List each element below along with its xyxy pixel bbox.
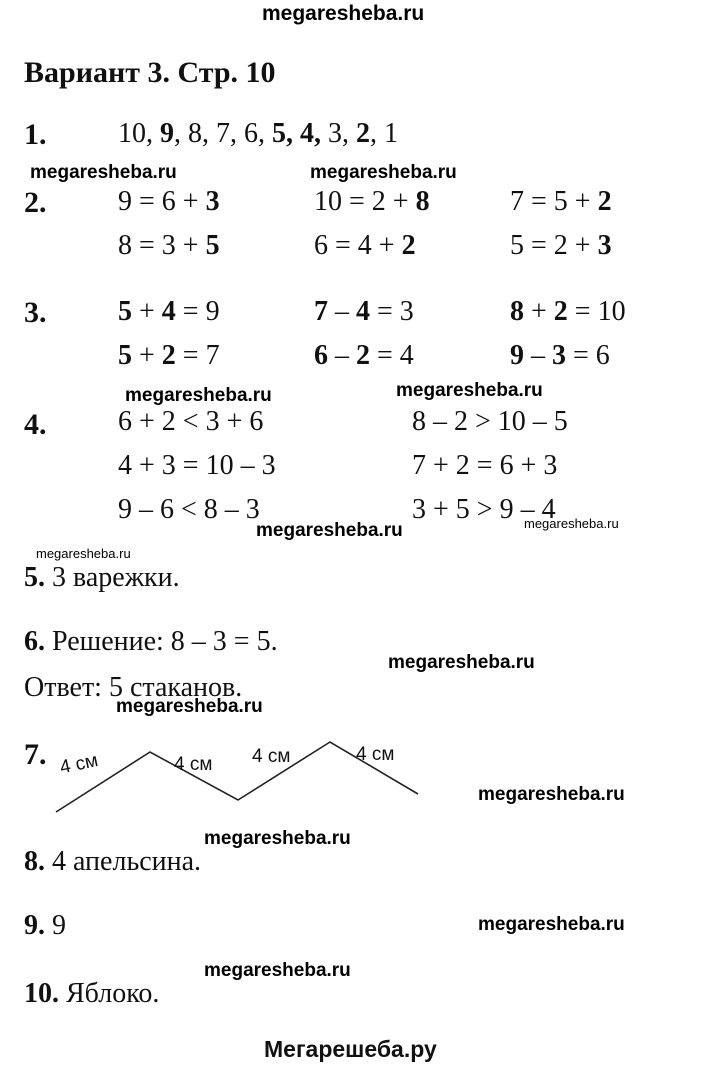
watermark-top: megaresheba.ru xyxy=(262,2,425,25)
sequence-item: 8 xyxy=(188,118,202,149)
expr-left: 3 + 5 xyxy=(412,494,477,525)
eq-operator: + xyxy=(524,296,554,327)
watermark: megaresheba.ru xyxy=(204,828,351,849)
watermark: megaresheba.ru xyxy=(478,784,625,805)
expr-right: 3 + 6 xyxy=(198,406,264,437)
eq-operand: 8 xyxy=(510,296,524,327)
sequence-item: 4, xyxy=(300,118,321,149)
eq-answer: 3 xyxy=(597,230,612,261)
expr-left: 4 + 3 xyxy=(118,450,183,481)
eq-result: = 7 xyxy=(175,340,220,371)
task-4-number: 4. xyxy=(24,408,47,441)
segment-label-1: 4 см xyxy=(58,750,100,779)
eq-result: = 3 xyxy=(370,296,414,327)
watermark: megaresheba.ru xyxy=(256,520,403,541)
eq-operand: 4 xyxy=(356,296,370,327)
footer-brand: Мегарешеба.ру xyxy=(264,1036,437,1062)
sequence-item: , xyxy=(146,118,160,149)
watermark: megaresheba.ru xyxy=(125,385,272,406)
expr-right: 10 – 3 xyxy=(198,450,276,481)
eq-result: = 4 xyxy=(370,340,414,371)
task-8-number: 8. xyxy=(24,846,45,877)
sequence-item: 7 xyxy=(216,118,230,149)
task-5-answer: 3 варежки. xyxy=(45,562,180,593)
eq-result: = 9 xyxy=(175,296,220,327)
watermark: megaresheba.ru xyxy=(204,960,351,981)
expr-right: 10 – 5 xyxy=(490,406,568,437)
segment-label-4: 4 см xyxy=(356,744,395,765)
task-10-number: 10. xyxy=(24,978,59,1009)
sequence-item: , xyxy=(230,118,244,149)
task-10-answer: Яблоко. xyxy=(59,978,160,1009)
eq-operand: 2 xyxy=(356,340,370,371)
eq-result: = 10 xyxy=(567,296,626,327)
eq-operator: + xyxy=(132,296,162,327)
segment-label-2: 4 см xyxy=(174,754,213,775)
eq-left: 6 = 4 + xyxy=(314,230,402,261)
eq-operand: 5 xyxy=(118,296,132,327)
eq-left: 5 = 2 + xyxy=(510,230,598,261)
watermark: megaresheba.ru xyxy=(396,380,543,401)
eq-operand: 6 xyxy=(314,340,328,371)
eq-left: 9 = 6 + xyxy=(118,186,206,217)
sequence-item: 5, xyxy=(272,118,293,149)
eq-answer: 2 xyxy=(597,186,612,217)
task-1-number: 1. xyxy=(24,118,47,151)
sequence-item: , xyxy=(174,118,188,149)
sequence-item: , xyxy=(370,118,384,149)
task-6-answer: Ответ: 5 стаканов. xyxy=(24,672,243,703)
eq-operand: 2 xyxy=(161,340,176,371)
watermark: megaresheba.ru xyxy=(116,696,263,717)
eq-operand: 5 xyxy=(118,340,132,371)
watermark: megaresheba.ru xyxy=(310,162,457,183)
watermark-small: megaresheba.ru xyxy=(524,516,619,531)
expr-right: 8 – 3 xyxy=(196,494,260,525)
eq-operand: 4 xyxy=(161,296,176,327)
expr-left: 7 + 2 xyxy=(412,450,477,481)
sequence-item: 1 xyxy=(384,118,398,149)
page-title: Вариант 3. Стр. 10 xyxy=(24,56,276,89)
task-8 xyxy=(24,846,201,878)
sequence-item: 2 xyxy=(356,118,370,149)
eq-operator: – xyxy=(328,340,356,371)
eq-answer: 8 xyxy=(415,186,430,217)
eq-result: = 6 xyxy=(566,340,610,371)
eq-answer: 2 xyxy=(401,230,416,261)
compare-sign: > xyxy=(475,406,491,437)
sequence-item: , xyxy=(258,118,272,149)
sequence-item: , xyxy=(202,118,216,149)
compare-sign: = xyxy=(476,450,493,481)
expr-left: 9 – 6 xyxy=(118,494,181,525)
watermark: megaresheba.ru xyxy=(478,914,625,935)
task-8-answer: 4 апельсина. xyxy=(45,846,202,877)
expr-left: 6 + 2 xyxy=(118,406,183,437)
eq-answer: 3 xyxy=(205,186,220,217)
task-9 xyxy=(24,910,66,942)
eq-operand: 2 xyxy=(553,296,568,327)
eq-operand: 9 xyxy=(510,340,524,371)
eq-left: 8 = 3 + xyxy=(118,230,206,261)
expr-right: 9 – 4 xyxy=(492,494,556,525)
eq-left: 7 = 5 + xyxy=(510,186,598,217)
eq-answer: 5 xyxy=(205,230,220,261)
expr-right: 6 + 3 xyxy=(492,450,558,481)
task-6-solution: Решение: 8 – 3 = 5. xyxy=(45,626,278,657)
compare-sign: < xyxy=(181,494,197,525)
watermark: megaresheba.ru xyxy=(30,162,177,183)
eq-operator: – xyxy=(524,340,552,371)
task-6-number: 6. xyxy=(24,626,45,657)
eq-operand: 3 xyxy=(552,340,566,371)
sequence-item: 3 xyxy=(328,118,342,149)
watermark-small: megaresheba.ru xyxy=(36,546,131,561)
sequence-item: 10 xyxy=(118,118,146,149)
eq-operator: – xyxy=(328,296,356,327)
task-3-number: 3. xyxy=(24,296,47,329)
task-2-number: 2. xyxy=(24,186,47,219)
sequence-item: , xyxy=(342,118,356,149)
compare-sign: < xyxy=(182,406,199,437)
compare-sign: > xyxy=(476,494,493,525)
watermark: megaresheba.ru xyxy=(388,652,535,673)
eq-operator: + xyxy=(132,340,162,371)
sequence-item: 9 xyxy=(160,118,174,149)
task-9-answer: 9 xyxy=(45,910,66,941)
task-9-number: 9. xyxy=(24,910,45,941)
sequence-item: 6 xyxy=(244,118,258,149)
segment-label-3: 4 см xyxy=(252,746,291,767)
expr-left: 8 – 2 xyxy=(412,406,475,437)
eq-left: 10 = 2 + xyxy=(314,186,416,217)
compare-sign: = xyxy=(182,450,199,481)
eq-operand: 7 xyxy=(314,296,328,327)
task-7-number: 7. xyxy=(24,738,47,771)
task-10 xyxy=(24,978,159,1010)
task-5-number: 5. xyxy=(24,562,45,593)
